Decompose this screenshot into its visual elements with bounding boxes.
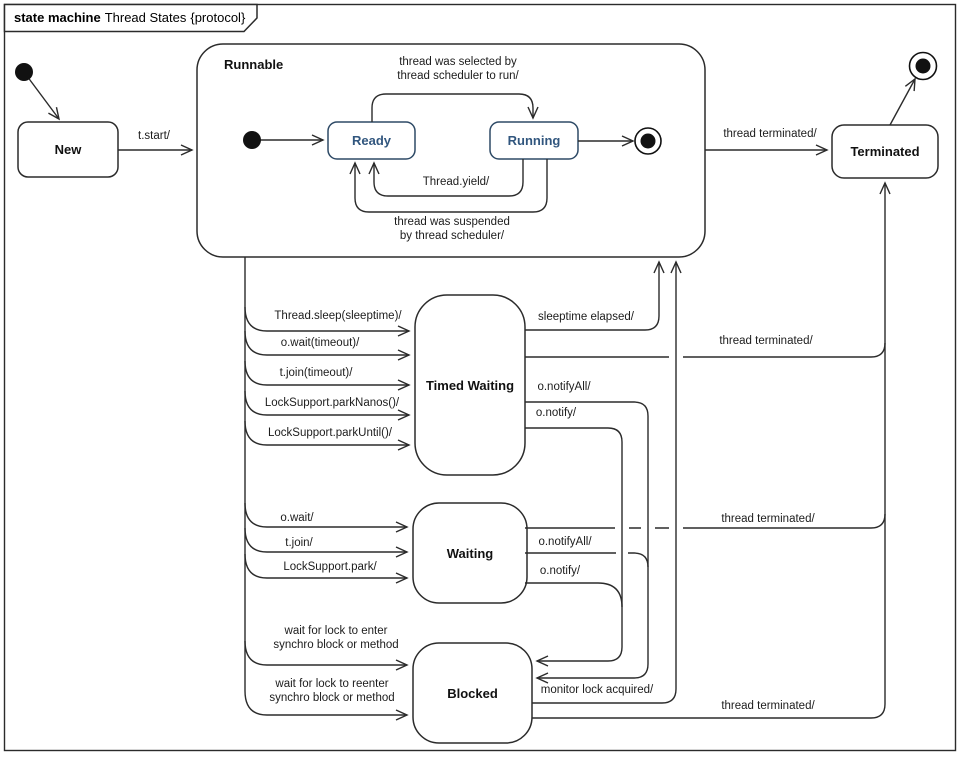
state-waiting: Waiting bbox=[446, 545, 494, 561]
label-thread-sleep: Thread.sleep(sleeptime)/ bbox=[274, 310, 402, 322]
label-o-wait: o.wait/ bbox=[280, 512, 314, 524]
label-park-nanos: LockSupport.parkNanos()/ bbox=[264, 397, 400, 409]
state-ready: Ready bbox=[351, 133, 392, 148]
label-blocked-terminated: thread terminated/ bbox=[721, 700, 815, 712]
title-keyword: state machine bbox=[14, 10, 101, 25]
label-t-join: t.join/ bbox=[285, 537, 313, 549]
label-lock-enter bbox=[273, 625, 398, 653]
state-blocked: Blocked bbox=[447, 685, 498, 701]
state-runnable: Runnable bbox=[224, 57, 284, 72]
label-suspended-line2: by thread scheduler/ bbox=[399, 229, 505, 242]
label-waiting-notify: o.notify/ bbox=[539, 565, 581, 577]
label-suspended bbox=[394, 216, 510, 244]
label-waiting-terminated: thread terminated/ bbox=[721, 513, 815, 525]
state-new: New bbox=[54, 142, 82, 157]
label-lock-reenter-line1: wait for lock to reenter bbox=[275, 678, 389, 690]
final-state-dot bbox=[916, 59, 931, 74]
label-tw-terminated: thread terminated/ bbox=[719, 335, 813, 347]
state-running: Running bbox=[507, 133, 561, 148]
transition-terminated-to-final bbox=[890, 79, 915, 125]
diagram-title bbox=[14, 10, 245, 25]
label-selected-line1: thread was selected by bbox=[399, 56, 517, 68]
transition-t-join bbox=[245, 528, 407, 552]
label-waiting-notify-all: o.notifyAll/ bbox=[538, 536, 592, 548]
label-monitor-acquired: monitor lock acquired/ bbox=[540, 684, 654, 696]
label-suspended-line1: thread was suspended bbox=[394, 216, 510, 228]
label-lock-enter-line2: synchro block or method bbox=[273, 638, 399, 651]
label-tw-notify: o.notify/ bbox=[535, 407, 577, 419]
state-terminated: Terminated bbox=[850, 144, 920, 159]
label-locksupport-park: LockSupport.park/ bbox=[283, 561, 377, 573]
initial-state-icon bbox=[15, 63, 33, 81]
title-modifier: {protocol} bbox=[190, 10, 246, 25]
label-selected-line2: thread scheduler to run/ bbox=[397, 69, 519, 82]
title-name: Thread States bbox=[104, 10, 187, 25]
label-o-wait-timeout: o.wait(timeout)/ bbox=[280, 337, 360, 349]
transition-waiting-notify bbox=[525, 583, 622, 607]
label-t-start: t.start/ bbox=[138, 130, 170, 142]
label-runnable-terminated: thread terminated/ bbox=[723, 128, 817, 140]
inner-initial-state-icon bbox=[243, 131, 261, 149]
state-timed-waiting: Timed Waiting bbox=[425, 377, 515, 393]
transition-o-wait bbox=[245, 503, 407, 527]
inner-final-state-dot bbox=[641, 134, 656, 149]
transition-waiting-terminated bbox=[525, 343, 885, 528]
label-lock-enter-line1: wait for lock to enter bbox=[284, 625, 388, 637]
label-thread-yield: Thread.yield/ bbox=[422, 176, 490, 188]
label-t-join-timeout: t.join(timeout)/ bbox=[279, 367, 353, 379]
label-sleeptime-elapsed: sleeptime elapsed/ bbox=[538, 311, 634, 323]
label-selected bbox=[397, 56, 518, 84]
label-park-until: LockSupport.parkUntil()/ bbox=[268, 427, 392, 439]
label-tw-notify-all: o.notifyAll/ bbox=[537, 381, 591, 393]
label-lock-reenter-line2: synchro block or method bbox=[269, 691, 395, 704]
label-lock-reenter bbox=[269, 678, 394, 706]
